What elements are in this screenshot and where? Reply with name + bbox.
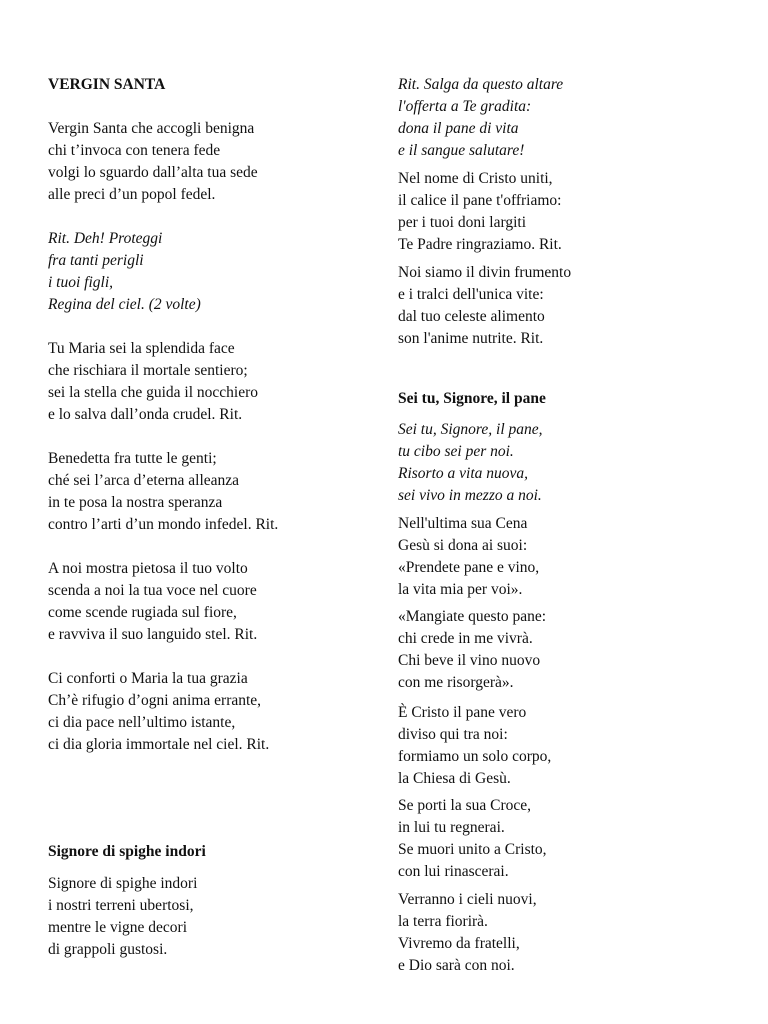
refrain-line: tu cibo sei per noi. [398, 443, 514, 460]
verse-line: diviso qui tra noi: [398, 726, 508, 743]
verse-line: dal tuo celeste alimento [398, 308, 545, 325]
stanza-1 [398, 513, 539, 601]
verse-line: e ravviva il suo languido stel. Rit. [48, 626, 258, 643]
verse-line: È Cristo il pane vero [398, 704, 527, 721]
verse-line: Nel nome di Cristo uniti, [398, 170, 553, 187]
verse-line: Se porti la sua Croce, [398, 797, 532, 814]
refrain-line: Rit. Salga da questo altare [398, 76, 564, 93]
stanza-4 [48, 558, 257, 646]
stanza-3 [398, 262, 571, 350]
refrain-line: sei vivo in mezzo a noi. [398, 487, 542, 504]
verse-line: ci dia gloria immortale nel ciel. Rit. [48, 736, 270, 753]
verse-line: alle preci d’un popol fedel. [48, 186, 216, 203]
stanza-3 [398, 702, 551, 790]
verse-line: ci dia pace nell’ultimo istante, [48, 714, 236, 731]
verse-line: i nostri terreni ubertosi, [48, 897, 194, 914]
refrain-line: Rit. Deh! Proteggi [48, 230, 163, 247]
verse-line: Verranno i cieli nuovi, [398, 891, 537, 908]
verse-line: Benedetta fra tutte le genti; [48, 450, 217, 467]
refrain-line: Risorto a vita nuova, [398, 465, 529, 482]
verse-line: Gesù si dona ai suoi: [398, 537, 528, 554]
refrain [48, 228, 201, 316]
stanza-3 [48, 448, 278, 536]
verse-line: in lui tu regnerai. [398, 819, 505, 836]
verse-line: Te Padre ringraziamo. Rit. [398, 236, 562, 253]
verse-line: Se muori unito a Cristo, [398, 841, 547, 858]
refrain-line: Regina del ciel. (2 volte) [48, 296, 201, 313]
verse-line: ché sei l’arca d’eterna alleanza [48, 472, 240, 489]
verse-line: «Mangiate questo pane: [398, 608, 547, 625]
verse-line: chi crede in me vivrà. [398, 630, 533, 647]
verse-line: e Dio sarà con noi. [398, 957, 515, 974]
verse-line: Chi beve il vino nuovo [398, 652, 541, 669]
verse-line: Signore di spighe indori [48, 875, 198, 892]
verse-line: scenda a noi la tua voce nel cuore [48, 582, 257, 599]
verse-line: chi t’invoca con tenera fede [48, 142, 221, 159]
verse-line: che rischiara il mortale sentiero; [48, 362, 248, 379]
refrain-line: dona il pane di vita [398, 120, 519, 137]
stanza-2 [398, 606, 546, 694]
verse-line: in te posa la nostra speranza [48, 494, 223, 511]
refrain [398, 419, 543, 507]
verse-line: Vivremo da fratelli, [398, 935, 520, 952]
verse-line: Noi siamo il divin frumento [398, 264, 572, 281]
verse-line: «Prendete pane e vino, [398, 559, 540, 576]
song-title-vergin-santa: VERGIN SANTA [48, 76, 166, 93]
verse-line: con lui rinascerai. [398, 863, 509, 880]
stanza-2 [398, 168, 562, 256]
verse-line: di grappoli gustosi. [48, 941, 168, 958]
verse-line: Ch’è rifugio d’ogni anima errante, [48, 692, 262, 709]
stanza-1 [48, 873, 197, 961]
verse-line: Ci conforti o Maria la tua grazia [48, 670, 248, 687]
refrain-line: e il sangue salutare! [398, 142, 525, 159]
stanza-4 [398, 795, 547, 883]
verse-line: Tu Maria sei la splendida face [48, 340, 235, 357]
verse-line: volgi lo sguardo dall’alta tua sede [48, 164, 258, 181]
stanza-1 [48, 118, 258, 206]
verse-line: formiamo un solo corpo, [398, 748, 552, 765]
song-title-signore-di-spighe: Signore di spighe indori [48, 843, 206, 860]
verse-line: e lo salva dall’onda crudel. Rit. [48, 406, 243, 423]
verse-line: e i tralci dell'unica vite: [398, 286, 544, 303]
refrain [398, 74, 563, 162]
refrain-line: i tuoi figli, [48, 274, 114, 291]
stanza-5 [398, 889, 537, 977]
verse-line: la Chiesa di Gesù. [398, 770, 511, 787]
verse-line: A noi mostra pietosa il tuo volto [48, 560, 248, 577]
stanza-2 [48, 338, 258, 426]
verse-line: il calice il pane t'offriamo: [398, 192, 562, 209]
verse-line: Vergin Santa che accogli benigna [48, 120, 255, 137]
verse-line: sei la stella che guida il nocchiero [48, 384, 259, 401]
refrain-line: l'offerta a Te gradita: [398, 98, 532, 115]
verse-line: la vita mia per voi». [398, 581, 523, 598]
verse-line: Nell'ultima sua Cena [398, 515, 528, 532]
verse-line: come scende rugiada sul fiore, [48, 604, 237, 621]
stanza-5 [48, 668, 269, 756]
refrain-line: fra tanti perigli [48, 252, 144, 269]
song-title-sei-tu-signore: Sei tu, Signore, il pane [398, 390, 546, 407]
refrain-line: Sei tu, Signore, il pane, [398, 421, 543, 438]
verse-line: mentre le vigne decori [48, 919, 188, 936]
verse-line: con me risorgerà». [398, 674, 514, 691]
verse-line: per i tuoi doni largiti [398, 214, 527, 231]
verse-line: la terra fiorirà. [398, 913, 488, 930]
verse-line: son l'anime nutrite. Rit. [398, 330, 544, 347]
verse-line: contro l’arti d’un mondo infedel. Rit. [48, 516, 279, 533]
